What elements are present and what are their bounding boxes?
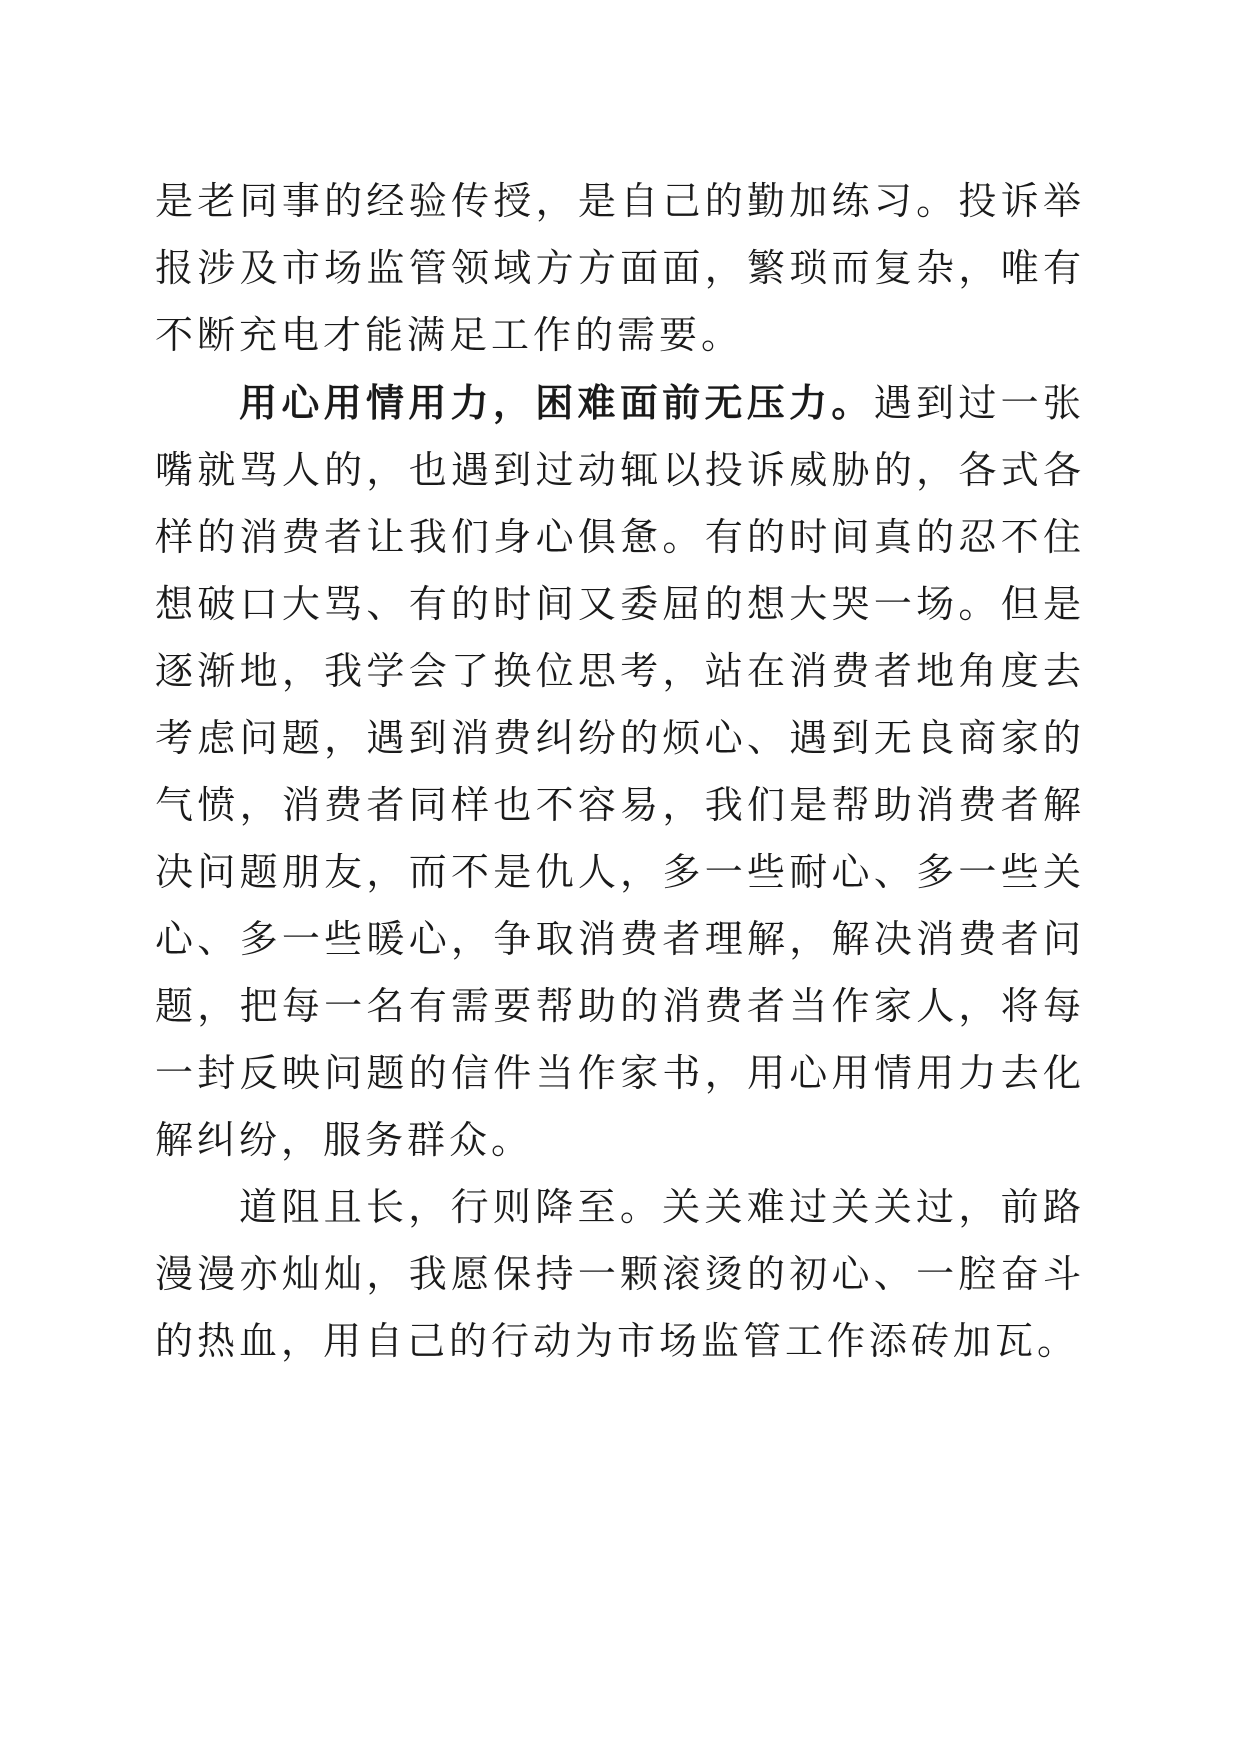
paragraph-text: 是老同事的经验传授，是自己的勤加练习。投诉举报涉及市场监管领域方方面面，繁琐而复杂，唯有不断充电才能满足工作的需要。 (155, 179, 1085, 357)
paragraph-conclusion (155, 1174, 1085, 1375)
paragraph-patience (155, 369, 1085, 1174)
paragraph-lead-heading: 用心用情用力，困难面前无压力。 (239, 380, 874, 425)
paragraph-text: 道阻且长，行则降至。关关难过关关过，前路漫漫亦灿灿，我愿保持一颗滚烫的初心、一腔奋斗的热血，用自己的行动为市场监管工作添砖加瓦。 (155, 1185, 1085, 1363)
paragraph-continuation (155, 168, 1085, 369)
document-body (155, 168, 1085, 1375)
paragraph-text: 遇到过一张嘴就骂人的，也遇到过动辄以投诉威胁的，各式各样的消费者让我们身心俱惫。有的时间真的忍不住想破口大骂、有的时间又委屈的想大哭一场。但是逐渐地，我学会了换位思考，站在消费者地角度去考虑问题，遇到消费纠纷的烦心、遇到无良商家的气愤，消费者同样也不容易，我们是帮助消费者解决问题朋友，而不是仇人，多一些耐心、多一些关心、多一些暖心，争取消费者理解，解决消费者问题，把每一名有需要帮助的消费者当作家人，将每一封反映问题的信件当作家书，用心用情用力去化解纠纷，服务群众。 (155, 381, 1085, 1162)
